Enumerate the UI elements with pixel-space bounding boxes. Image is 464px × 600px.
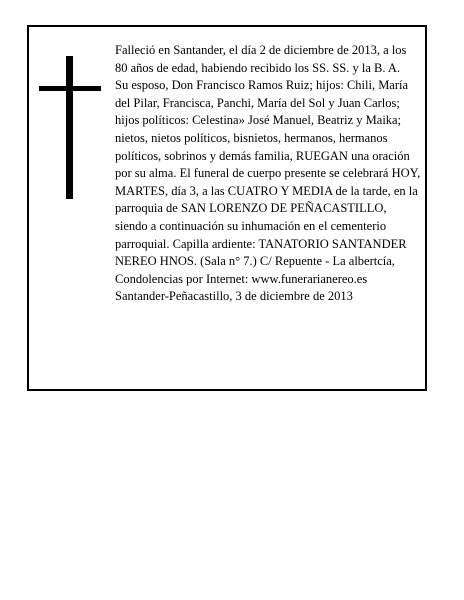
notice-text [115, 42, 421, 306]
cross-icon [39, 56, 101, 199]
obituary-notice [27, 25, 427, 391]
cross-horizontal-bar [39, 86, 101, 91]
notice-death-announcement: Falleció en Santander, el día 2 de diciembre de 2013, a los 80 años de edad, habiendo recibido los SS. SS. y la B. A. [115, 43, 407, 75]
notice-condolences: Condolencias por Internet: www.funerarianereo.es [115, 271, 368, 286]
notice-family-and-funeral: Su esposo, Don Francisco Ramos Ruiz; hijos: Chili, María del Pilar, Francisca, Panchi, María del Sol y Juan Carlos; hijos políticos: Celestina» José Manuel, Beatriz y Maika; nietos, nietos políticos, bisnietos, hermanos, hermanos políticos, sobrinos y demás familia, RUEGAN una oración por su alma. El funeral de cuerpo presente se celebrará HOY, MARTES, día 3, a las CUATRO Y MEDIA de la tarde, en la parroquia de SAN LORENZO DE PEÑACASTILLO, siendo a continuación su inhumación en el cementerio parroquial. Capilla ardiente: TANATORIO SANTANDER NEREO HNOS. (Sala n° 7.) C/ Repuente - La albertcía, [115, 78, 421, 269]
notice-place-date: Santander-Peñacastillo, 3 de diciembre de 2013 [115, 289, 353, 304]
cross-vertical-bar [66, 56, 73, 199]
